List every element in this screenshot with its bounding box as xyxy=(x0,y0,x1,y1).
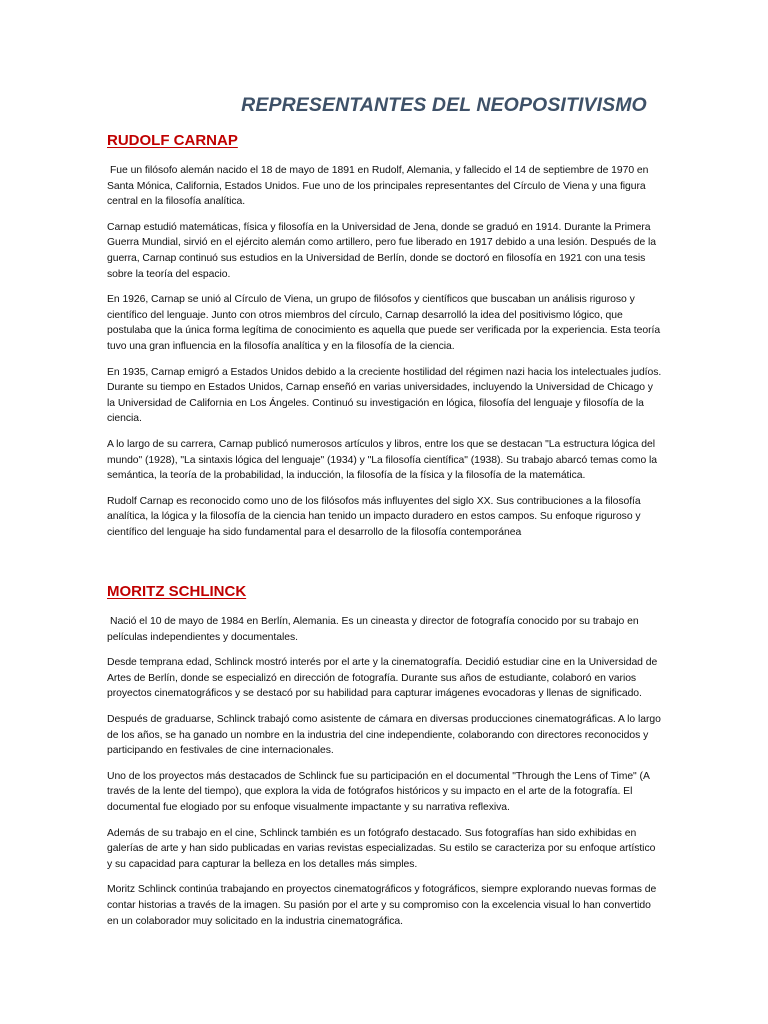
paragraph: Nació el 10 de mayo de 1984 en Berlín, Alemania. Es un cineasta y director de fotografía conocido por su trabajo en películas independientes y documentales. xyxy=(107,616,639,643)
section-moritz-schlinck xyxy=(107,583,663,939)
section-heading: MORITZ SCHLINCK xyxy=(107,583,247,600)
paragraph: Moritz Schlinck continúa trabajando en proyectos cinematográficos y fotográficos, siempre explorando nuevas formas de contar historias a través de la imagen. Su pasión por el arte y su compromiso con la excelencia visual lo han convertido en un colaborador muy solicitado en la industria cinematográfica. xyxy=(107,884,657,927)
paragraph: En 1935, Carnap emigró a Estados Unidos debido a la creciente hostilidad del régimen nazi hacia los intelectuales judíos. Durante su tiempo en Estados Unidos, Carnap enseñó en varias universidades, incluyendo la Universidad de Chicago y la Universidad de California en Los Ángeles. Continuó su investigación en lógica, filosofía del lenguaje y filosofía de la ciencia. xyxy=(107,366,662,425)
paragraph: En 1926, Carnap se unió al Círculo de Viena, un grupo de filósofos y científicos que buscaban un análisis riguroso y científico del lenguaje. Junto con otros miembros del círculo, Carnap desarrolló la idea del positivismo lógico, que postulaba que la única forma legítima de conocimiento es aquella que puede ser verificada por la experiencia. Esta teoría tuvo una gran influencia en la filosofía analítica y en la filosofía de la ciencia. xyxy=(107,294,661,352)
paragraph: A lo largo de su carrera, Carnap publicó numerosos artículos y libros, entre los que se destacan "La estructura lógica del mundo" (1928), "La sintaxis lógica del lenguaje" (1934) y "La filosofía científica" (1938). Su trabajo abarcó temas como la semántica, la teoría de la probabilidad, la inducción, la filosofía de la física y la filosofía de la matemática. xyxy=(107,438,658,482)
paragraph: Uno de los proyectos más destacados de Schlinck fue su participación en el documental "Through the Lens of Time" (A través de la lente del tiempo), que explora la vida de fotógrafos históricos y su impacto en el arte de la fotografía. El documental fue elogiado por su enfoque visualmente impactante y su narrativa reflexiva. xyxy=(107,770,650,813)
section-heading: RUDOLF CARNAP xyxy=(107,132,238,149)
section-rudolf-carnap xyxy=(107,132,663,550)
paragraph: Carnap estudió matemáticas, física y filosofía en la Universidad de Jena, donde se graduó en 1914. Durante la Primera Guerra Mundial, sirvió en el ejército alemán como artillero, pero fue liberado en 1917 debido a una lesión. Después de la guerra, Carnap continuó sus estudios en la Universidad de Berlín, donde se doctoró en filosofía en 1921 con una tesis sobre la teoría del espacio. xyxy=(107,221,657,280)
paragraph: Después de graduarse, Schlinck trabajó como asistente de cámara en diversas producciones cinematográficas. A lo largo de los años, se ha ganado un nombre en la industria del cine independiente, colaborando con directores reconocidos y participando en festivales de cine internacionales. xyxy=(107,713,661,757)
document-title: REPRESENTANTES DEL NEOPOSITIVISMO xyxy=(241,94,647,116)
paragraph: Fue un filósofo alemán nacido el 18 de mayo de 1891 en Rudolf, Alemania, y fallecido el 14 de septiembre de 1970 en Santa Mónica, California, Estados Unidos. Fue uno de los principales representantes del Círculo de Viena y una figura central en la filosofía analítica. xyxy=(107,165,649,208)
paragraph: Desde temprana edad, Schlinck mostró interés por el arte y la cinematografía. Decidió estudiar cine en la Universidad de Artes de Berlín, donde se especializó en dirección de fotografía. Durante sus años de estudiante, colaboró en varios proyectos cinematográficos y se destacó por su habilidad para capturar imágenes evocadoras y llenas de significado. xyxy=(107,657,658,700)
paragraph: Además de su trabajo en el cine, Schlinck también es un fotógrafo destacado. Sus fotografías han sido exhibidas en galerías de arte y han sido publicadas en varias revistas especializadas. Su estilo se caracteriza por su enfoque artístico y su capacidad para capturar la belleza en los detalles más simples. xyxy=(107,827,656,870)
paragraph: Rudolf Carnap es reconocido como uno de los filósofos más influyentes del siglo XX. Sus contribuciones a la filosofía analítica, la lógica y la filosofía de la ciencia han tenido un impacto duradero en estos campos. Su enfoque riguroso y científico del lenguaje ha sido fundamental para el desarrollo de la filosofía contemporánea xyxy=(107,495,641,538)
